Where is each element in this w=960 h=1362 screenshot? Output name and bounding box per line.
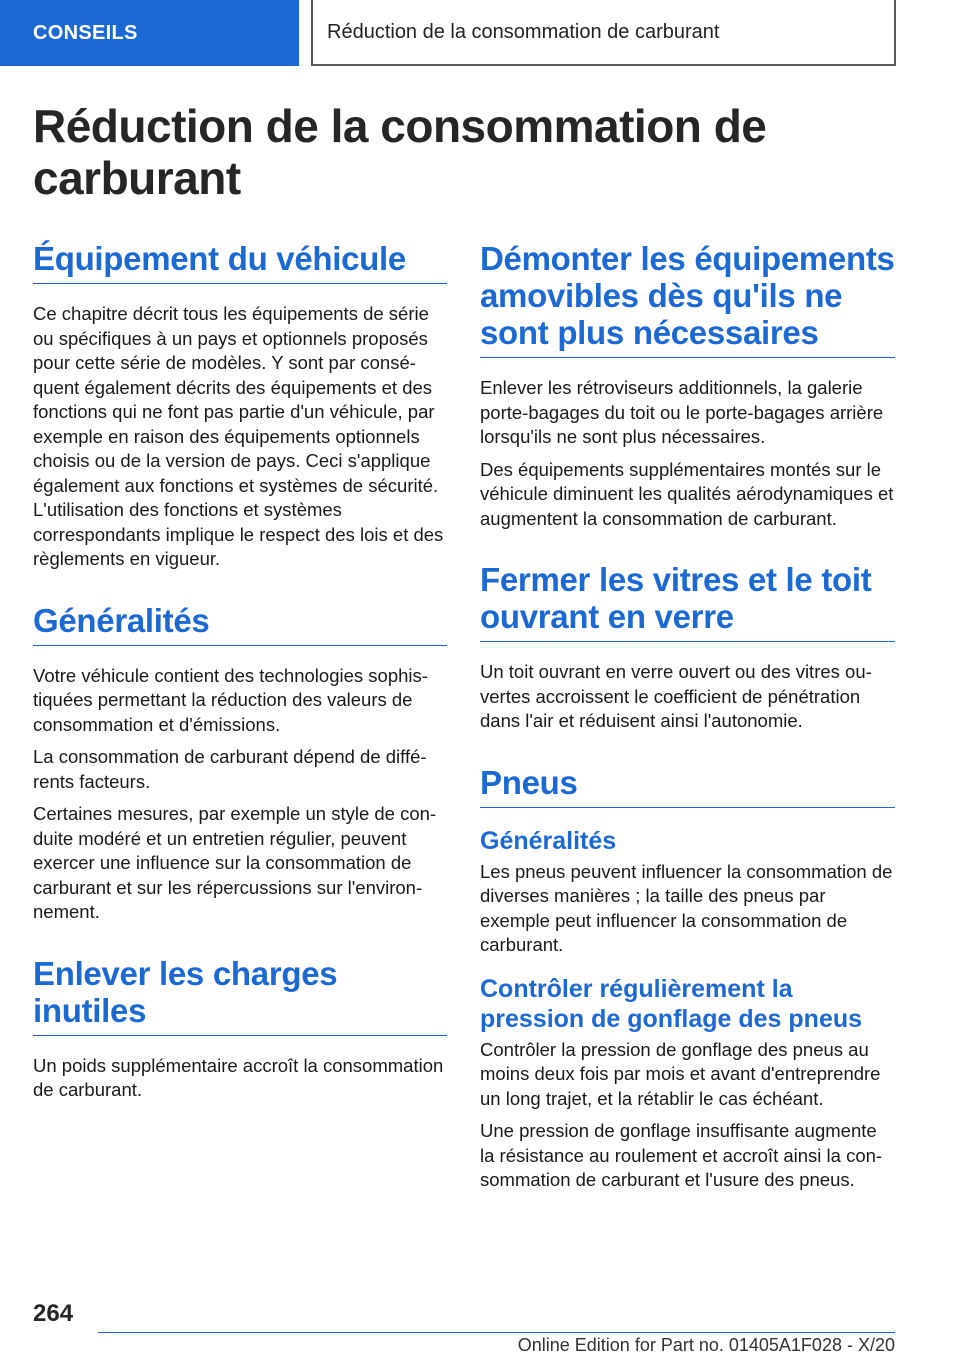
section-enlever-charges [33, 955, 447, 1103]
header-section-tab: CONSEILS [0, 0, 299, 66]
section-pneus [480, 764, 895, 1193]
page-title: Réduction de la consommation de carburant [33, 100, 767, 204]
paragraph: Un poids supplémentaire accroît la consommation de carburant. [33, 1054, 444, 1100]
page-number: 264 [33, 1300, 74, 1327]
section-demonter-equipements [480, 240, 895, 531]
right-column [480, 240, 895, 1223]
section-fermer-vitres [480, 561, 895, 734]
section-heading: Enlever les charges inutiles [33, 955, 447, 1036]
paragraph: Certaines mesures, par exemple un style de conduite modéré et un entretien régulier, peuvent exercer une influence sur la consommation de carburant et sur les répercussions sur l'environnement. [33, 803, 437, 922]
footer-divider [98, 1332, 895, 1333]
section-heading: Fermer les vitres et le toit ouvrant en verre [480, 561, 895, 642]
subsection-heading: Contrôler régulièrement la pression de gonflage des pneus [480, 974, 863, 1033]
subsection-pneus-generalites [480, 826, 895, 958]
section-heading: Généralités [33, 602, 447, 646]
paragraph: Contrôler la pression de gonflage des pneus au moins deux fois par mois et avant d'entreprendre un long trajet, et la rétablir le cas échéant. [480, 1038, 881, 1109]
paragraph: Un toit ouvrant en verre ouvert ou des vitres ouvertes accroissent le coefficient de pénétration dans l'air et réduisent ainsi l'autonomie. [480, 661, 872, 731]
footer-edition-text: Online Edition for Part no. 01405A1F028 - X/20 [517, 1335, 895, 1355]
paragraph: Les pneus peuvent influencer la consommation de diverses manières ; la taille des pneus par exemple peut influencer la consommation de carburant. [480, 860, 893, 955]
paragraph: Ce chapitre décrit tous les équipements de série ou spécifiques à un pays et optionnels proposés pour cette série de modèles. Y sont par conséquent également décrits des équipements et des fonctions qui ne font pas partie d'un véhicule, par exemple en raison des équipements optionnels choisis ou de la version de pays. Ceci s'applique également aux fonctions et systèmes de sécurité. L'utilisation des fonctions et systèmes correspondants implique le respect des lois et des règlements en vigueur. [33, 303, 444, 569]
paragraph: Des équipements supplémentaires montés sur le véhicule diminuent les qualités aérodynamiques et augmentent la consommation de carburant. [480, 458, 894, 529]
section-generalites [33, 602, 447, 925]
section-equipement-vehicule [33, 240, 447, 572]
left-column [33, 240, 447, 1133]
paragraph: La consommation de carburant dépend de différents facteurs. [33, 746, 427, 792]
paragraph: Votre véhicule contient des technologies sophistiquées permettant la réduction des valeurs de consommation et d'émissions. [33, 664, 428, 735]
section-heading: Pneus [480, 764, 895, 808]
section-heading: Démonter les équipements amovibles dès qu'ils ne sont plus nécessaires [480, 240, 895, 358]
paragraph: Une pression de gonflage insuffisante augmente la résistance au roulement et accroît ainsi la consommation de carburant et l'usure des pneus. [480, 1120, 883, 1190]
section-heading: Équipement du véhicule [33, 240, 447, 284]
header-chapter-title: Réduction de la consommation de carburant [311, 0, 896, 66]
subsection-controle-pression [480, 974, 895, 1193]
paragraph: Enlever les rétroviseurs additionnels, la galerie porte-bagages du toit ou le porte-bagages arrière lorsqu'ils ne sont plus nécessaires. [480, 377, 884, 447]
subsection-heading: Généralités [480, 826, 617, 855]
